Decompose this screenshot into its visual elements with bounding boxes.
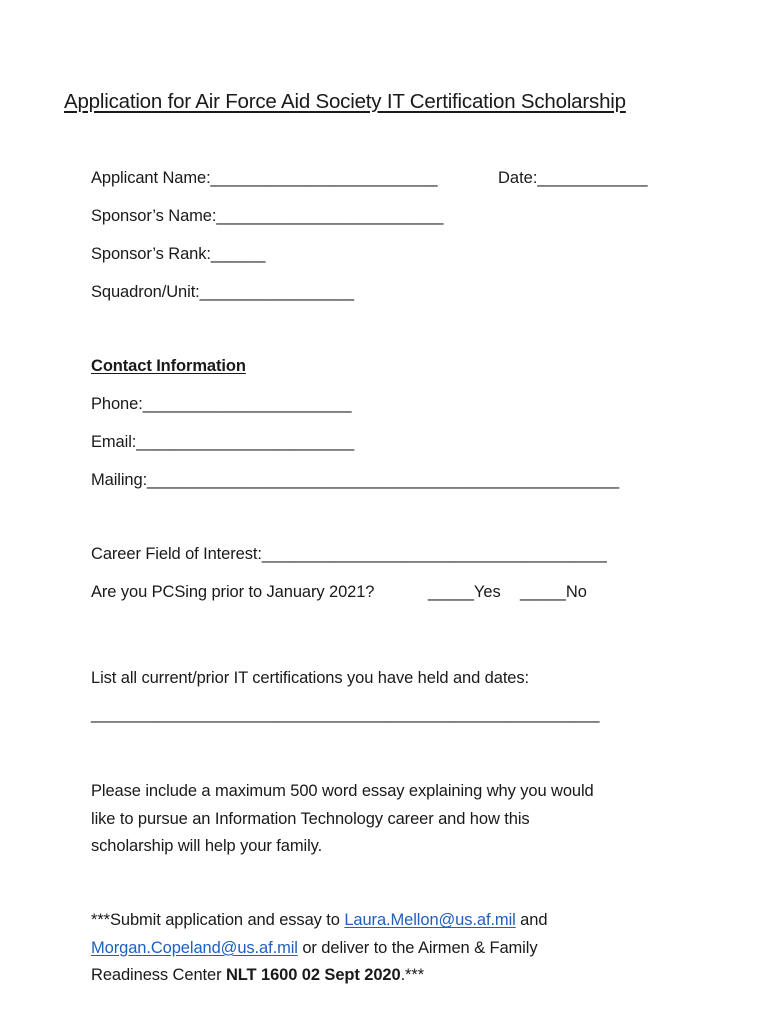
essay-line-2: like to pursue an Information Technology career and how this [91,809,530,828]
sponsor-rank-field[interactable]: Sponsor’s Rank:______ [91,245,266,263]
mailing-field[interactable]: Mailing:____________________________________________________ [91,471,620,489]
morgan-copeland-email-link[interactable]: Morgan.Copeland@us.af.mil [91,938,298,957]
certifications-blank[interactable]: ________________________________________________________ [91,705,600,723]
sponsor-name-field[interactable]: Sponsor’s Name:_________________________ [91,207,444,225]
applicant-name-field[interactable]: Applicant Name:_________________________ [91,169,438,187]
career-field-of-interest[interactable]: Career Field of Interest:______________________________________ [91,545,607,563]
contact-information-heading: Contact Information [91,357,246,375]
essay-instructions [91,778,691,861]
laura-mellon-email-link[interactable]: Laura.Mellon@us.af.mil [344,911,516,929]
submit-suffix: .*** [400,966,425,984]
pcs-no-option[interactable]: _____No [520,583,587,601]
phone-field[interactable]: Phone:_______________________ [91,395,352,413]
essay-line-3: scholarship will help your family. [91,837,323,855]
pcs-question: Are you PCSing prior to January 2021? [91,583,375,601]
submit-line-1 [91,907,691,935]
essay-line-1: Please include a maximum 500 word essay explaining why you would [91,782,594,800]
submit-line-2 [91,935,691,963]
submit-deliver: or deliver to the Airmen & Family [297,938,538,957]
submit-line-3 [91,962,691,990]
email-field[interactable]: Email:________________________ [91,433,355,451]
page-title: Application for Air Force Aid Society IT Certification Scholarship [64,90,626,113]
submit-prefix: ***Submit application and essay to [91,911,345,929]
squadron-unit-field[interactable]: Squadron/Unit:_________________ [91,283,354,301]
pcs-yes-option[interactable]: _____Yes [428,583,501,601]
submit-and: and [515,911,548,929]
date-field[interactable]: Date:____________ [498,169,648,187]
submit-deadline: NLT 1600 02 Sept 2020 [225,966,401,984]
submit-readiness: Readiness Center [91,966,226,984]
submit-instructions [91,907,691,990]
certifications-prompt: List all current/prior IT certifications you have held and dates: [91,669,530,687]
